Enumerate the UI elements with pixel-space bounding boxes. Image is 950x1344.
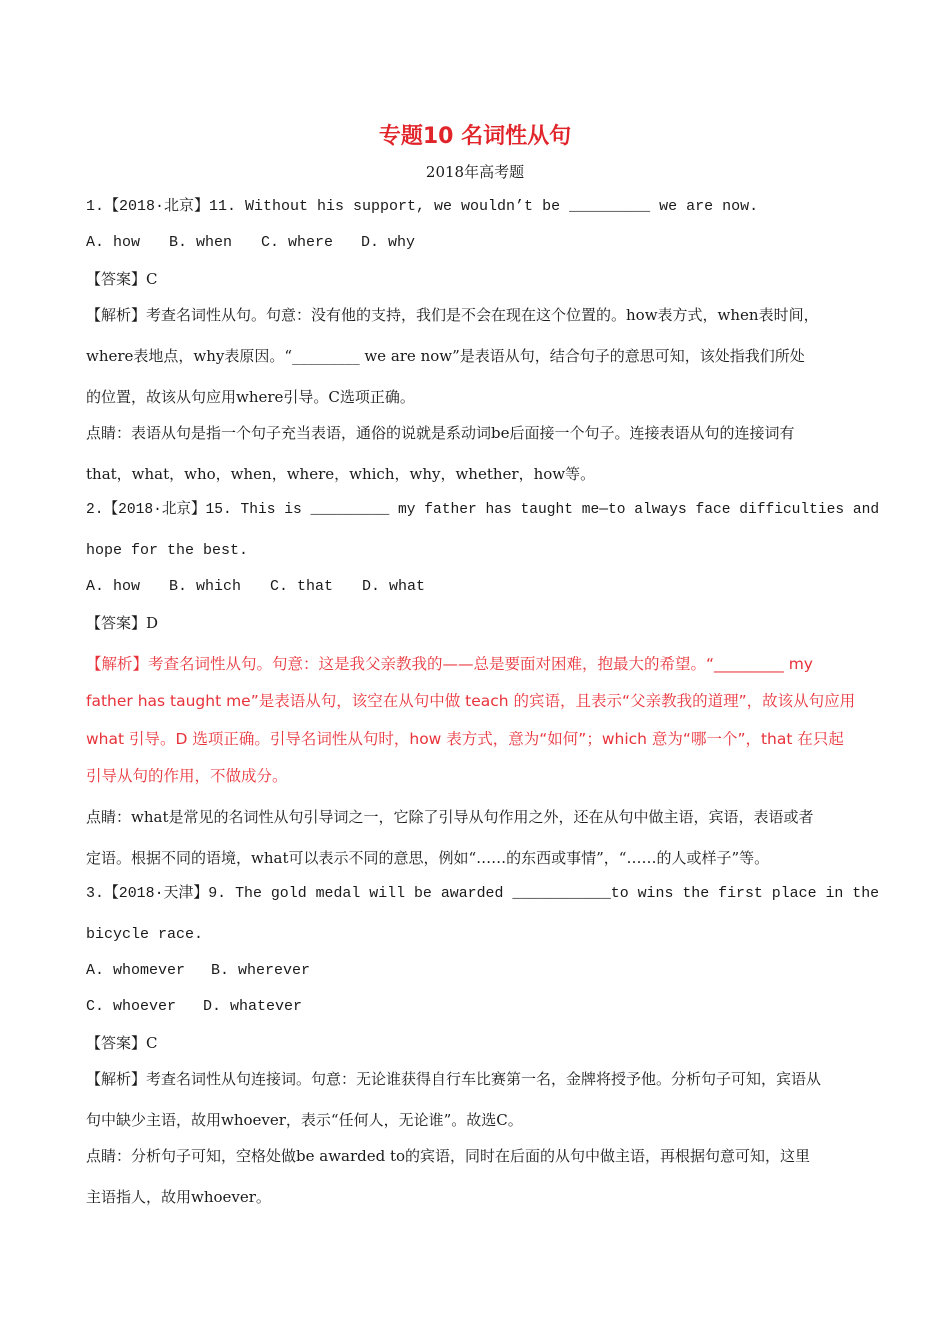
q2-answer: 【答案】D — [86, 614, 159, 632]
q1-analysis-line-3: 的位置，故该从句应用where引导。C选项正确。 — [86, 388, 415, 406]
q1-options — [86, 233, 415, 253]
q3-analysis-line-2: 句中缺少主语，故用whoever，表示“任何人，无论谁”。故选C。 — [86, 1111, 523, 1129]
q3-stem-line-2: bicycle race. — [86, 926, 204, 943]
q2-stem-line-1: 2.【2018·北京】15. This is _________ my father has taught me—to always face difficulties and — [86, 502, 880, 518]
q1-option-d: D. why — [361, 234, 416, 251]
q2-options — [86, 577, 425, 597]
q1-tip-line-1: 点睛：表语从句是指一个句子充当表语，通俗的说就是系动词be后面接一个句子。连接表语从句的连接词有 — [86, 424, 795, 442]
q3-option-c: C. whoever — [86, 998, 177, 1015]
q2-analysis-line-2: father has taught me”是表语从句，该空在从句中做 teach 的宾语，且表示“父亲教我的道理”，故该从句应用 — [86, 692, 856, 710]
page-title: 专题10 名词性从句 — [378, 124, 572, 149]
q3-option-a: A. whomever — [86, 962, 186, 979]
page-subtitle: 2018年高考题 — [425, 163, 525, 181]
q1-tip-line-2: that，what，who，when，where，which，why，whether，how等。 — [86, 465, 596, 483]
q2-option-b: B. which — [169, 578, 242, 595]
q3-tip-line-1: 点睛：分析句子可知，空格处做be awarded to的宾语，同时在后面的从句中做主语，再根据句意可知，这里 — [86, 1147, 811, 1165]
q3-stem-line-1: 3.【2018·天津】9. The gold medal will be awarded ___________to wins the first place in the — [86, 886, 880, 902]
q1-option-c: C. where — [261, 234, 334, 251]
q1-analysis-line-2: where表地点，why表原因。“_________ we are now”是表语从句，结合句子的意思可知，该处指我们所处 — [86, 347, 805, 365]
q2-option-c: C. that — [270, 578, 334, 595]
q2-option-a: A. how — [86, 578, 141, 595]
q3-option-b: B. wherever — [211, 962, 311, 979]
q1-option-a: A. how — [86, 234, 141, 251]
q3-option-d: D. whatever — [203, 998, 303, 1015]
q3-answer: 【答案】C — [86, 1034, 158, 1052]
q2-analysis-line-1: 【解析】考查名词性从句。句意：这是我父亲教我的——总是要面对困难，抱最大的希望。“_________ my — [86, 655, 813, 673]
q3-options-row-2 — [86, 997, 302, 1017]
q1-stem: 1.【2018·北京】11. Without his support, we wouldn’t be _________ we are now. — [86, 198, 759, 215]
q2-stem-line-2: hope for the best. — [86, 542, 249, 559]
q1-option-b: B. when — [169, 234, 233, 251]
q1-answer: 【答案】C — [86, 270, 158, 288]
q2-option-d: D. what — [362, 578, 426, 595]
q3-analysis-line-1: 【解析】考查名词性从句连接词。句意：无论谁获得自行车比赛第一名，金牌将授予他。分析句子可知，宾语从 — [86, 1070, 822, 1088]
q2-analysis-line-3: what 引导。D 选项正确。引导名词性从句时，how 表方式，意为“如何”；which 意为“哪一个”，that 在只起 — [86, 730, 844, 748]
q3-tip-line-2: 主语指人，故用whoever。 — [86, 1188, 271, 1206]
q2-tip-line-1: 点睛：what是常见的名词性从句引导词之一，它除了引导从句作用之外，还在从句中做主语，宾语，表语或者 — [86, 808, 814, 826]
q2-analysis-line-4: 引导从句的作用，不做成分。 — [86, 767, 288, 785]
q2-tip-line-2: 定语。根据不同的语境，what可以表示不同的意思，例如“……的东西或事情”，“……的人或样子”等。 — [86, 849, 770, 867]
q1-analysis-line-1: 【解析】考查名词性从句。句意：没有他的支持，我们是不会在现在这个位置的。how表方式，when表时间， — [86, 306, 819, 324]
q3-options-row-1 — [86, 961, 310, 981]
